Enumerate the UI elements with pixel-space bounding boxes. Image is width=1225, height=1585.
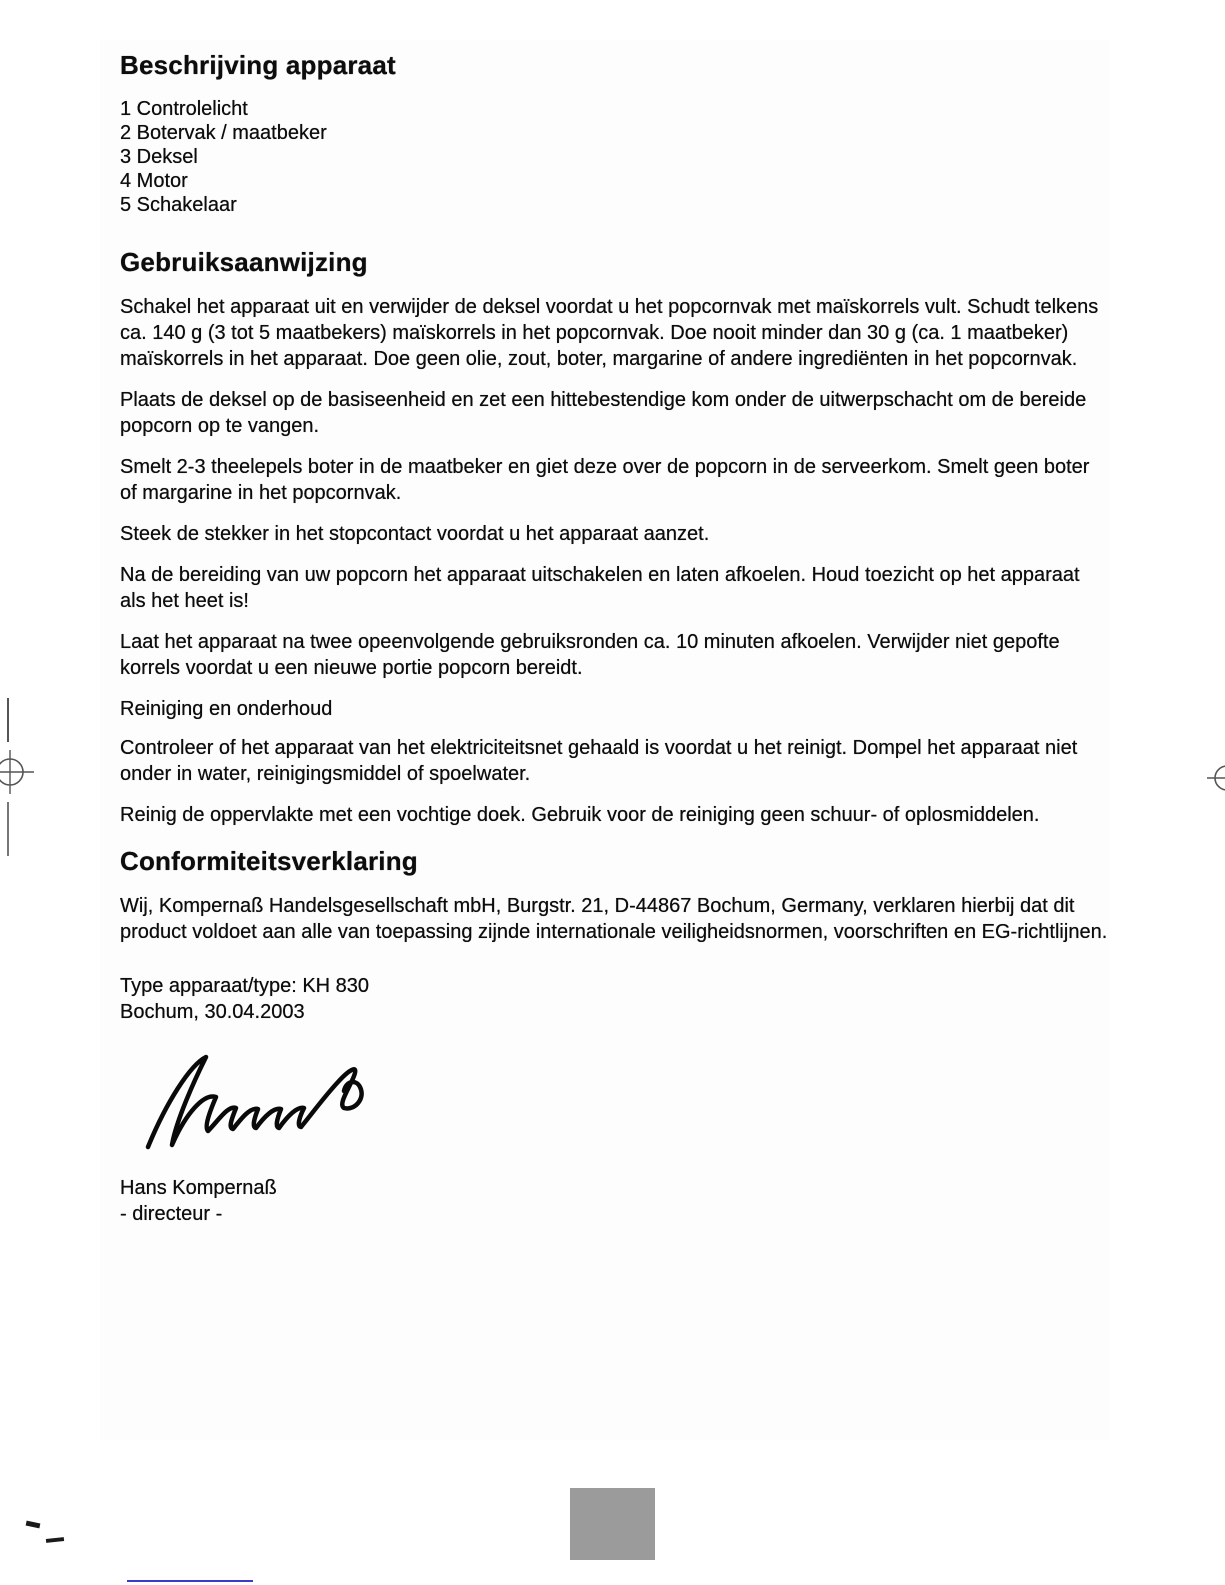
- section-heading-conformity: Conformiteitsverklaring: [120, 846, 418, 876]
- list-item: 2 Botervak / maatbeker: [120, 122, 327, 144]
- registration-target-left: [0, 742, 40, 802]
- corner-artifact-mark: [26, 1521, 41, 1529]
- registration-target-icon: [0, 742, 40, 802]
- paragraph: Steek de stekker in het stopcontact voordat u het apparaat aanzet.: [120, 523, 710, 545]
- device-parts-list: [120, 97, 1110, 217]
- paragraph: Schakel het apparaat uit en verwijder de deksel voordat u het popcornvak met maïskorrels vult. Schudt telkens ca. 140 g (3 tot 5 maatbekers) maïskorrels in het popcornvak. Doe nooit minder dan 30 g (ca. 1 maatbeker) maïskorrels in het apparaat. Doe geen olie, zout, boter, margarine of andere ingrediënten in het popcornvak.: [120, 296, 1099, 370]
- list-item: 1 Controlelicht: [120, 98, 248, 120]
- list-item: 3 Deksel: [120, 146, 198, 168]
- list-item: 5 Schakelaar: [120, 194, 237, 216]
- date-line: Bochum, 30.04.2003: [120, 1001, 305, 1023]
- signature-icon: [140, 1051, 380, 1161]
- paragraph: Na de bereiding van uw popcorn het apparaat uitschakelen en laten afkoelen. Houd toezicht op het apparaat als het heet is!: [120, 564, 1080, 612]
- paragraph: Smelt 2-3 theelepels boter in de maatbeker en giet deze over de popcorn in de serveerkom. Smelt geen boter of margarine in het popcornvak.: [120, 456, 1090, 504]
- paragraph: Plaats de deksel op de basiseenheid en zet een hittebestendige kom onder de uitwerpschacht om de bereide popcorn op te vangen.: [120, 389, 1087, 437]
- section-heading-instructions: Gebruiksaanwijzing: [120, 247, 368, 277]
- paragraph: Laat het apparaat na twee opeenvolgende gebruiksronden ca. 10 minuten afkoelen. Verwijder niet gepofte korrels voordat u een nieuwe portie popcorn bereidt.: [120, 631, 1060, 679]
- handwritten-signature: [140, 1051, 380, 1161]
- page-number-block: [570, 1488, 655, 1560]
- paragraph: Wij, Kompernaß Handelsgesellschaft mbH, Burgstr. 21, D-44867 Bochum, Germany, verklaren hierbij dat dit product voldoet aan alle van toepassing zijnde internationale veiligheidsnormen, voorschriften en EG-richtlijnen.: [120, 895, 1108, 943]
- crop-mark-line: [7, 802, 9, 856]
- registration-target-right: [1193, 756, 1225, 800]
- bottom-edge-line: [127, 1580, 253, 1582]
- signatory-name: Hans Kompernaß: [120, 1177, 277, 1199]
- registration-target-icon: [1193, 756, 1225, 800]
- document-content: [120, 50, 1110, 1227]
- signatory-title: - directeur -: [120, 1203, 223, 1225]
- paragraph: Controleer of het apparaat van het elektriciteitsnet gehaald is voordat u het reinigt. Dompel het apparaat niet onder in water, reinigingsmiddel of spoelwater.: [120, 737, 1078, 785]
- paragraph: Reinig de oppervlakte met een vochtige doek. Gebruik voor de reiniging geen schuur- of oplosmiddelen.: [120, 804, 1040, 826]
- corner-artifact-mark: [46, 1537, 64, 1543]
- signatory-block: [120, 1175, 1110, 1227]
- type-and-date-block: [120, 973, 1110, 1025]
- subheading-cleaning: Reiniging en onderhoud: [120, 698, 333, 720]
- crop-mark-line: [7, 698, 9, 742]
- list-item: 4 Motor: [120, 170, 188, 192]
- type-line: Type apparaat/type: KH 830: [120, 975, 370, 997]
- section-heading-description: Beschrijving apparaat: [120, 50, 396, 80]
